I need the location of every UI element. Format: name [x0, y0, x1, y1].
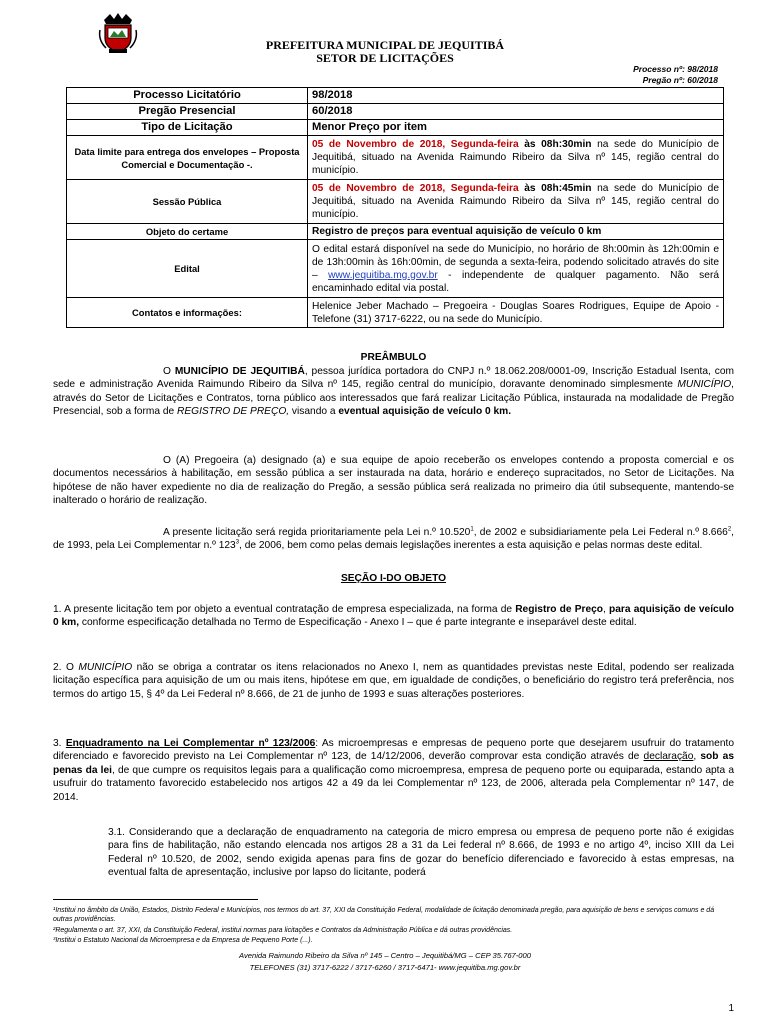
table-row	[67, 224, 724, 240]
item-3-1: 3.1. Considerando que a declaração de enquadramento na categoria de micro empresa ou empresa de pequeno porte não é exigidas para fins de habilitação, não estando elencada nos artigos 28 a 31 da Lei federal nº 8.666, de 1993 e no artigo 4º, inciso XIII da Lei Federal nº 10.520, de 2002, sendo exigida apenas para fins de gozar do benefício diferenciado e favorecido à estas empresas, na eventual falta de apresentação, inclusive por lapso do licitante, poderá	[108, 827, 734, 879]
table-row	[67, 120, 724, 136]
table-row	[67, 104, 724, 120]
row-value: 60/2018	[308, 104, 724, 120]
table-row	[67, 298, 724, 328]
row-label: Contatos e informações:	[67, 298, 308, 328]
deadline-date: 05 de Novembro de 2018, Segunda-feira	[312, 139, 519, 150]
footer-phones: TELEFONES (31) 3717-6222 / 3717-6260 / 3717-6471- www.jequitiba.mg.gov.br	[249, 963, 521, 972]
row-value: Helenice Jeber Machado – Pregoeira - Douglas Soares Rodrigues, Equipe de Apoio - Telefone (31) 3717-6222, ou na sede do Município.	[308, 298, 724, 328]
header-title: PREFEITURA MUNICIPAL DE JEQUITIBÁ	[265, 38, 505, 52]
page-number: 1	[728, 1003, 734, 1014]
item-3: 3. Enquadramento na Lei Complementar nº 123/2006: As microempresas e empresas de pequeno porte que desejarem usufruir do tratamento diferenciado e favorecido previsto na Lei Complementar nº 123, de 14/12/2006, deverão comprovar esta condição através de declaração, sob as penas da lei, de que cumpre os requisitos legais para a qualificação como microempresa, empresa de pequeno porte ou equiparada, estando apta a usufruir do tratamento favorecido estabelecido nos artigos 42 a 49 da lei Complementar nº 123, de 2006, alterada pela Complementar nº 147, de 2014.	[53, 738, 734, 803]
footnote-1: ¹Institui no âmbito da União, Estados, Distrito Federal e Municípios, nos termos do art. 37, XXI da Constituição Federal, modalidade de licitação denominada pregão, para aquisição de bens e serviços comuns e dá outras providências.	[53, 907, 715, 923]
footer-address: Avenida Raimundo Ribeiro da Silva nº 145 – Centro – Jequitibá/MG – CEP 35.767-000	[239, 951, 531, 960]
row-label: Data limite para entrega dos envelopes – Proposta Comercial e Documentação -.	[67, 136, 308, 180]
footnote-3: ³Institui o Estatuto Nacional da Microempresa e da Empresa de Pequeno Porte (...).	[53, 937, 313, 944]
preambulo-paragraph-2: O (A) Pregoeira (a) designado (a) e sua equipe de apoio receberão os envelopes contendo a proposta comercial e os documentos necessários à habilitação, em sessão pública a ser instaurada na data, horário e endereço supracitados, no Setor de Licitações. Na hipótese de não haver expediente no dia de realização do Pregão, a sessão pública será realizada no primeiro dia útil subsequente, mantendo-se inalterado o horário de realização.	[53, 455, 734, 507]
row-label: Pregão Presencial	[67, 104, 308, 120]
processo-ref: Processo nº: 98/2018	[633, 64, 718, 74]
edital-site-link[interactable]: www.jequitiba.mg.gov.br	[328, 269, 438, 281]
section-title: SEÇÃO I-DO OBJETO	[340, 573, 447, 584]
session-date: 05 de Novembro de 2018, Segunda-feira	[312, 183, 519, 194]
table-row	[67, 240, 724, 298]
footnote-2: ²Regulamenta o art. 37, XXI, da Constituição Federal, institui normas para licitações e Contratos da Administração Pública e dá outras providências.	[53, 927, 513, 934]
row-label: Tipo de Licitação	[67, 120, 308, 136]
item-2: 2. O MUNICÍPIO não se obriga a contratar os itens relacionados no Anexo I, nem as quantidades previstas neste Edital, podendo ser realizada licitação específica para aquisição de um ou mais itens, hipótese em que, em igualdade de condições, o beneficiário do registro terá preferência, nos termos do artigo 15, § 4º da Lei Federal nº 8.666, de 21 de junho de 1993 e suas alterações posteriores.	[53, 662, 734, 700]
row-value: O edital estará disponível na sede do Município, no horário de 8h:00min às 12h:00min e de 13h:00min às 16h:00min, de segunda a sexta-feira, podendo solicitado através do site – www.jequitiba.mg.gov.br - independente de qualquer pagamento. Não será encaminhado edital via postal.	[308, 240, 724, 298]
preambulo-paragraph-3: A presente licitação será regida prioritariamente pela Lei n.º 10.520$^1$, de 2002 e subsidiariamente pela Lei Federal n.º 8.666$^2$, de 1993, pela Lei Complementar n.º $123^3$, de 2006, bem como pelas demais legislações inerentes a esta aquisição e pelas normas deste edital.	[53, 526, 734, 552]
item-1: 1. A presente licitação tem por objeto a eventual contratação de empresa especializada, na forma de Registro de Preço, para aquisição de veículo 0 km, conforme especificação detalhada no Termo de Especificação - Anexo I – que é parte integrante e inseparável deste edital.	[53, 604, 734, 629]
row-value: Menor Preço por item	[308, 120, 724, 136]
row-label: Sessão Pública	[67, 180, 308, 224]
deadline-time: 08h:30min	[541, 139, 592, 150]
preambulo-paragraph-1: O MUNICÍPIO DE JEQUITIBÁ, pessoa jurídica portadora do CNPJ n.º 18.062.208/0001-09, Inscrição Estadual Isenta, com sede e administração Avenida Raimundo Ribeiro da Silva nº 145, região central do município, doravante denominado simplesmente MUNICÍPIO, através do Setor de Licitações e Contratos, torna público aos interessados que fará realizar Licitação Pública, instaurada na modalidade de Pregão Presencial, sob a forma de REGISTRO DE PREÇO, visando a eventual aquisição de veículo 0 km.	[53, 366, 734, 418]
row-value: 05 de Novembro de 2018, Segunda-feira às 08h:30min na sede do Município de Jequitibá, situado na Avenida Raimundo Ribeiro da Silva nº 145, região central do município.	[308, 136, 724, 180]
pregao-ref: Pregão nº: 60/2018	[642, 75, 718, 85]
header-subtitle: SETOR DE LICITAÇÕES	[316, 51, 454, 65]
table-row	[67, 136, 724, 180]
row-value: 98/2018	[308, 88, 724, 104]
table-row	[67, 88, 724, 104]
footnote-divider	[53, 899, 258, 900]
row-label: Objeto do certame	[67, 224, 308, 240]
row-value: 05 de Novembro de 2018, Segunda-feira às 08h:45min na sede do Município de Jequitibá, situado na Avenida Raimundo Ribeiro da Silva nº 145, região central do município.	[308, 180, 724, 224]
row-value: Registro de preços para eventual aquisição de veículo 0 km	[308, 224, 724, 240]
session-time: 08h:45min	[541, 183, 592, 194]
table-row	[67, 180, 724, 224]
row-label: Processo Licitatório	[67, 88, 308, 104]
row-label: Edital	[67, 240, 308, 298]
preambulo-title: PREÂMBULO	[360, 352, 427, 363]
info-table	[66, 87, 724, 328]
